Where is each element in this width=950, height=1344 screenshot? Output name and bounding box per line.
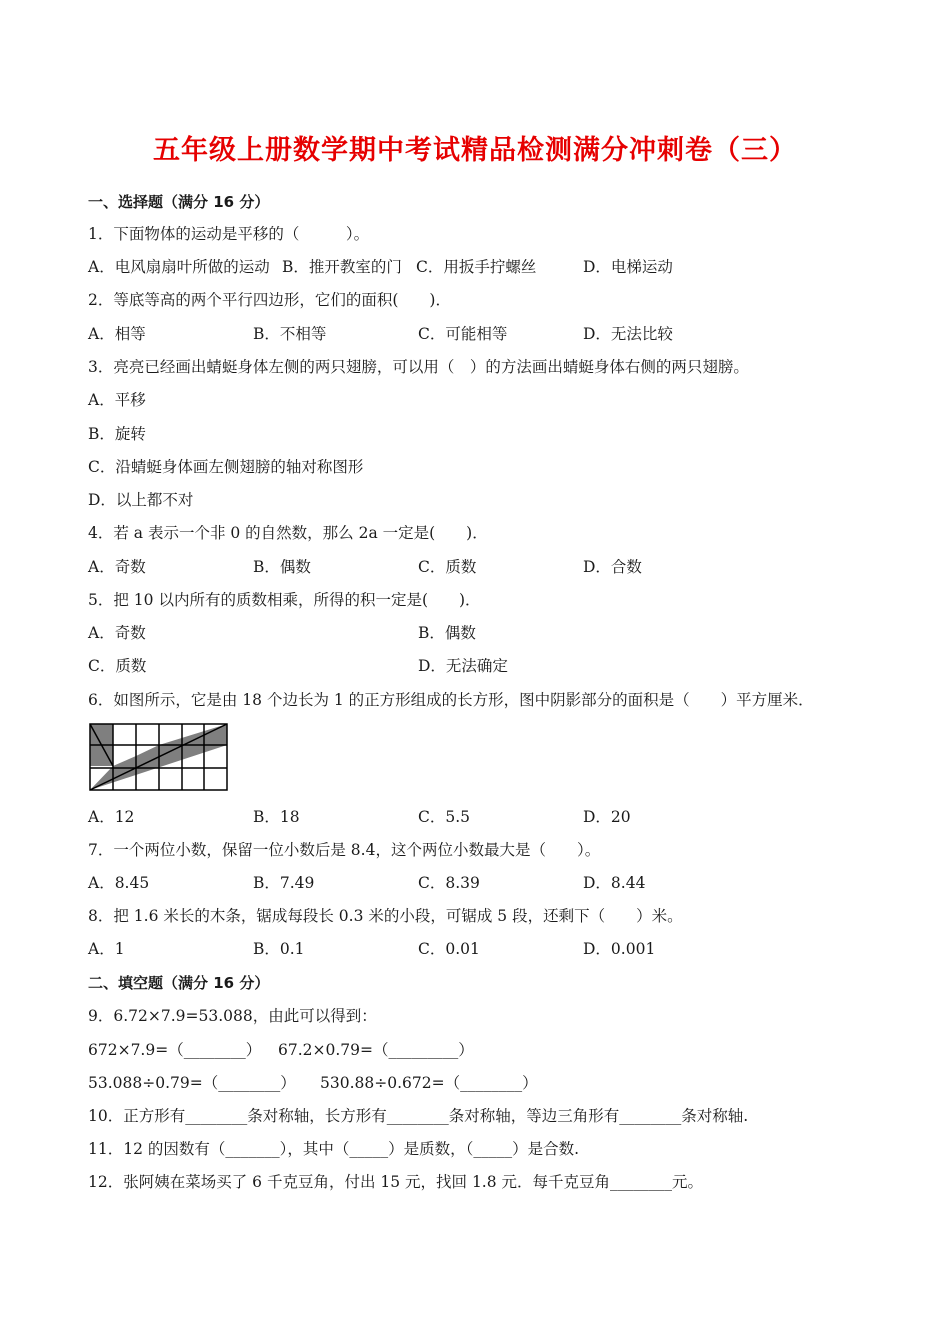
question-7: 7．一个两位小数，保留一位小数后是 8.4，这个两位小数最大是（ ）。 xyxy=(88,841,601,859)
option-d: D．无法比较 xyxy=(583,325,673,343)
question-3-option-c: C．沿蜻蜓身体画左侧翅膀的轴对称图形 xyxy=(88,458,364,476)
blank-9a: 672×7.9=（________） xyxy=(88,1041,262,1059)
question-6: 6．如图所示，它是由 18 个边长为 1 的正方形组成的长方形，图中阴影部分的面积是（ ）平方厘米． xyxy=(88,691,814,709)
option-b: B．7.49 xyxy=(253,874,315,892)
section-heading-choice: 一、选择题（满分 16 分） xyxy=(88,193,270,211)
question-4-options xyxy=(88,557,868,577)
question-11: 11．12 的因数有（_______），其中（_____）是质数，（_____）是合数. xyxy=(88,1140,580,1158)
option-b: B．推开教室的门 xyxy=(282,258,402,276)
question-5: 5．把 10 以内所有的质数相乘，所得的积一定是( )． xyxy=(88,591,481,609)
question-9-row-2 xyxy=(88,1073,868,1093)
question-6-options xyxy=(88,807,868,827)
page-title: 五年级上册数学期中考试精品检测满分冲刺卷（三） xyxy=(153,135,797,166)
question-7-options xyxy=(88,873,868,893)
question-12: 12．张阿姨在菜场买了 6 千克豆角，付出 15 元，找回 1.8 元．每千克豆角________元。 xyxy=(88,1173,704,1191)
question-5-options-row-1 xyxy=(88,623,868,643)
option-a: A．奇数 xyxy=(88,558,146,576)
option-b: B．不相等 xyxy=(253,325,327,343)
question-4: 4．若 a 表示一个非 0 的自然数，那么 2a 一定是( )． xyxy=(88,524,488,542)
question-8-options xyxy=(88,939,868,959)
grid-figure xyxy=(88,722,230,792)
option-c: C．0.01 xyxy=(418,940,480,958)
option-a: A．8.45 xyxy=(88,874,150,892)
option-d: D．8.44 xyxy=(583,874,646,892)
option-b: B．18 xyxy=(253,808,300,826)
question-1: 1．下面物体的运动是平移的（ ）。 xyxy=(88,225,370,243)
option-c: C．质数 xyxy=(88,657,147,675)
option-d: D．电梯运动 xyxy=(583,258,673,276)
option-c: C．用扳手拧螺丝 xyxy=(416,258,537,276)
option-c: C．5.5 xyxy=(418,808,471,826)
option-a: A．1 xyxy=(88,940,125,958)
option-c: C．8.39 xyxy=(418,874,480,892)
blank-9d: 530.88÷0.672=（________） xyxy=(320,1074,538,1092)
option-a: A．12 xyxy=(88,808,135,826)
blank-9c: 53.088÷0.79=（________） xyxy=(88,1074,296,1092)
option-b: B．偶数 xyxy=(418,624,476,642)
option-b: B．偶数 xyxy=(253,558,311,576)
option-d: D．20 xyxy=(583,808,631,826)
question-2-options xyxy=(88,324,868,344)
question-9: 9．6.72×7.9=53.088，由此可以得到： xyxy=(88,1007,377,1025)
blank-9b: 67.2×0.79=（_________） xyxy=(278,1041,474,1059)
option-b: B．0.1 xyxy=(253,940,305,958)
option-a: A．电风扇扇叶所做的运动 xyxy=(88,258,270,276)
question-3-option-b: B．旋转 xyxy=(88,425,146,443)
option-c: C．可能相等 xyxy=(418,325,508,343)
question-3-option-d: D．以上都不对 xyxy=(88,491,194,509)
question-3: 3．亮亮已经画出蜻蜓身体左侧的两只翅膀，可以用（ ）的方法画出蜻蜓身体右侧的两只翅膀。 xyxy=(88,358,749,376)
question-9-row-1 xyxy=(88,1040,868,1060)
option-d: D．0.001 xyxy=(583,940,656,958)
question-2: 2．等底等高的两个平行四边形，它们的面积( )． xyxy=(88,291,451,309)
option-c: C．质数 xyxy=(418,558,477,576)
question-1-options xyxy=(88,257,868,277)
option-d: D．合数 xyxy=(583,558,642,576)
section-heading-fill: 二、填空题（满分 16 分） xyxy=(88,974,270,992)
option-a: A．奇数 xyxy=(88,624,146,642)
question-10: 10．正方形有________条对称轴，长方形有________条对称轴，等边三角形有________条对称轴. xyxy=(88,1107,749,1125)
option-a: A．相等 xyxy=(88,325,146,343)
option-d: D．无法确定 xyxy=(418,657,508,675)
question-3-option-a: A．平移 xyxy=(88,391,146,409)
question-8: 8．把 1.6 米长的木条，锯成每段长 0.3 米的小段，可锯成 5 段，还剩下（ ）米。 xyxy=(88,907,683,925)
question-5-options-row-2 xyxy=(88,656,868,676)
